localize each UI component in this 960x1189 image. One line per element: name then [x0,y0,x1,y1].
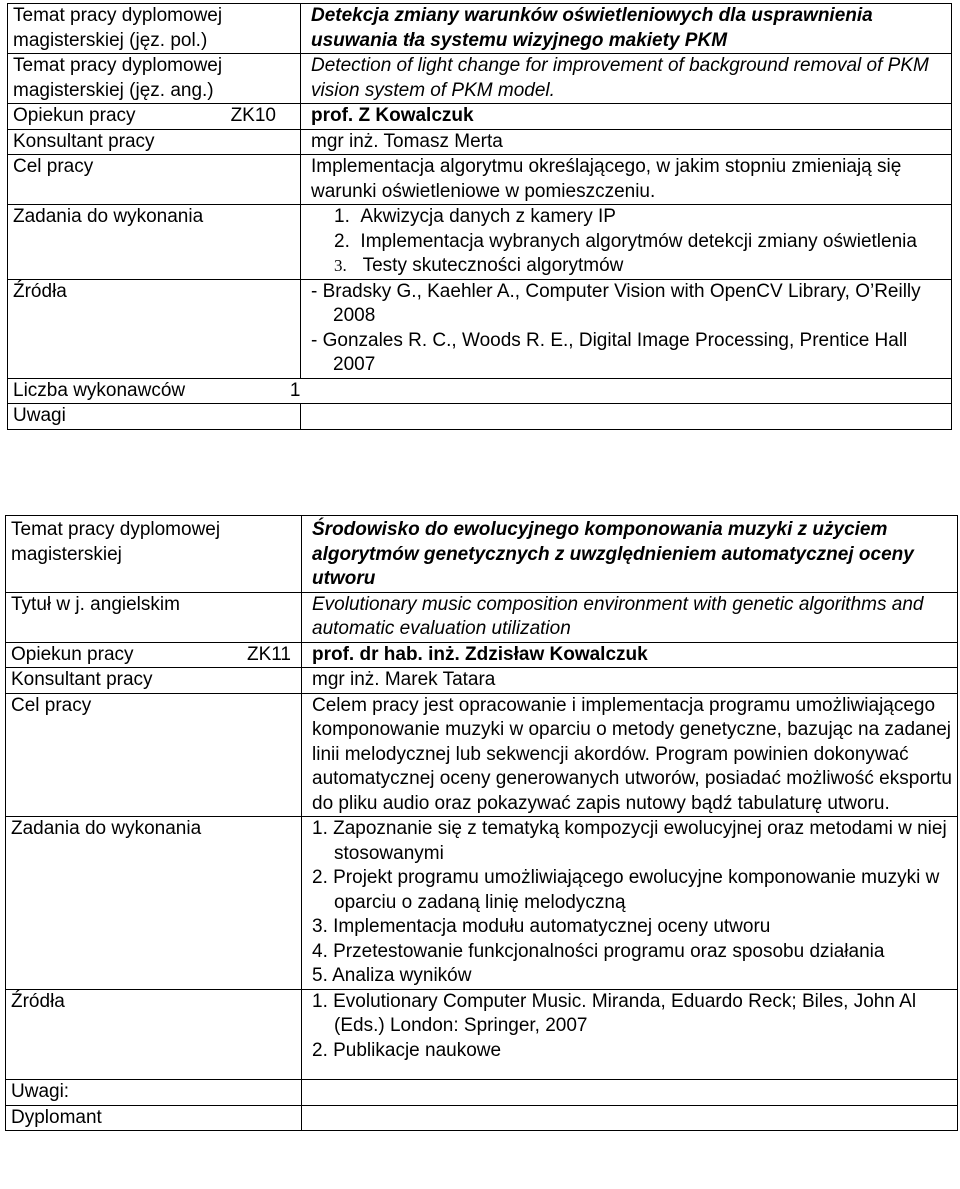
table-row [8,4,952,54]
source-item: - Bradsky G., Kaehler A., Computer Vision with OpenCV Library, O’Reilly 2008 [311,280,921,326]
consultant-value: mgr inż. Tomasz Merta [301,129,952,155]
list-item: 1. Evolutionary Computer Music. Miranda, Eduardo Reck; Biles, John Al (Eds.) London: Springer, 2007 [312,990,917,1036]
topic-pl-label: Temat pracy dyplomowej magisterskiej (jęz. pol.) [8,4,301,54]
title-en-label: Tytuł w j. angielskim [6,592,302,642]
notes-value [302,1080,958,1106]
table-row [8,378,952,404]
student-label: Dyplomant [6,1105,302,1131]
topic-pl-value: Detekcja zmiany warunków oświetleniowych dla usprawnienia usuwania tła systemu wizyjnego makiety PKM [301,4,952,54]
count-label: Liczba wykonawców [13,379,186,401]
student-value [302,1105,958,1131]
topic-value: Środowisko do ewolucyjnego komponowania muzyki z użyciem algorytmów genetycznych z uwzględnieniem automatycznej oceny utworu [302,516,958,593]
supervisor-label-cell [8,104,301,130]
list-item [311,254,951,279]
thesis-table-zk10 [7,3,952,430]
table-row [6,668,958,694]
goal-value: Celem pracy jest opracowanie i implementacja programu umożliwiającego komponowanie muzyki w oparciu o metody genetyczne, bazując na zadanej linii melodycznej lub sekwencji akordów. Program powinien dokonywać automatycznej oceny generowanych utworów, posiadać możliwość eksportu do pliku audio oraz pokazywać zapis nutowy bądź tabulaturę utworu. [302,693,958,817]
table-row [6,693,958,817]
title-en-value: Evolutionary music composition environment with genetic algorithms and automatic evaluation utilization [302,592,958,642]
table-row [8,279,952,378]
sources-label: Źródła [8,279,301,378]
supervisor-label-cell [6,642,302,668]
consultant-label: Konsultant pracy [6,668,302,694]
goal-value: Implementacja algorytmu określającego, w jakim stopniu zmieniają się warunki oświetleniowe w pomieszczeniu. [301,155,952,205]
count-value: 1 [289,379,301,401]
topic-en-value: Detection of light change for improvement of background removal of PKM vision system of PKM model. [301,54,952,104]
notes-label: Uwagi [8,404,301,430]
thesis-table-zk11 [5,515,958,1131]
table-row [6,1105,958,1131]
task-number: 3. [334,256,347,275]
table-row [8,205,952,280]
table-row [8,404,952,430]
task-text: Testy skuteczności algorytmów [362,255,624,276]
tasks-list [312,817,957,989]
supervisor-label: Opiekun pracy [13,105,136,126]
topic-en-label: Temat pracy dyplomowej magisterskiej (jęz. ang.) [8,54,301,104]
task-text: Akwizycja danych z kamery IP [360,206,616,227]
table-row [6,989,958,1080]
consultant-value: mgr inż. Marek Tatara [302,668,958,694]
list-item [311,230,951,255]
source-item: - Gonzales R. C., Woods R. E., Digital Image Processing, Prentice Hall 2007 [311,329,908,375]
notes-value [301,404,952,430]
list-item: 4. Przetestowanie funkcjonalności programu oraz sposobu działania [312,940,885,962]
topic-label: Temat pracy dyplomowej magisterskiej [6,516,302,593]
tasks-label: Zadania do wykonania [8,205,301,280]
table-row [8,54,952,104]
goal-label: Cel pracy [6,693,302,817]
table-row [6,516,958,593]
table-row [6,817,958,990]
goal-label: Cel pracy [8,155,301,205]
supervisor-value: prof. Z Kowalczuk [301,104,952,130]
sources-list [312,990,957,1064]
tasks-label: Zadania do wykonania [6,817,302,990]
list-item: 3. Implementacja modułu automatycznej oceny utworu [312,916,771,937]
consultant-label: Konsultant pracy [8,129,301,155]
tasks-cell [302,817,958,990]
supervisor-value: prof. dr hab. inż. Zdzisław Kowalczuk [302,642,958,668]
tasks-list [311,205,951,279]
task-number: 2. [334,230,350,252]
table-row [6,1080,958,1106]
table-row [8,129,952,155]
list-item [311,205,951,230]
task-number: 1. [334,206,350,227]
count-label-cell [8,378,301,404]
sources-cell [301,279,952,378]
sources-label: Źródła [6,989,302,1080]
tasks-cell [301,205,952,280]
list-item: 5. Analiza wyników [312,965,472,986]
list-item: 2. Projekt programu umożliwiającego ewolucyjne komponowanie muzyki w oparciu o zadaną linię melodyczną [312,867,940,913]
table-row [6,592,958,642]
table-row [8,104,952,130]
count-empty-cell [301,378,952,404]
table-row [8,155,952,205]
sources-cell [302,989,958,1080]
table-row [6,642,958,668]
supervisor-code: ZK11 [246,643,291,665]
list-item: 1. Zapoznanie się z tematyką kompozycji ewolucyjnej oraz metodami w niej stosowanymi [312,818,947,864]
notes-label: Uwagi: [6,1080,302,1106]
task-text: Implementacja wybranych algorytmów detekcji zmiany oświetlenia [360,230,917,252]
supervisor-label: Opiekun pracy [11,643,134,665]
list-item: 2. Publikacje naukowe [312,1039,502,1061]
supervisor-code: ZK10 [230,105,276,126]
